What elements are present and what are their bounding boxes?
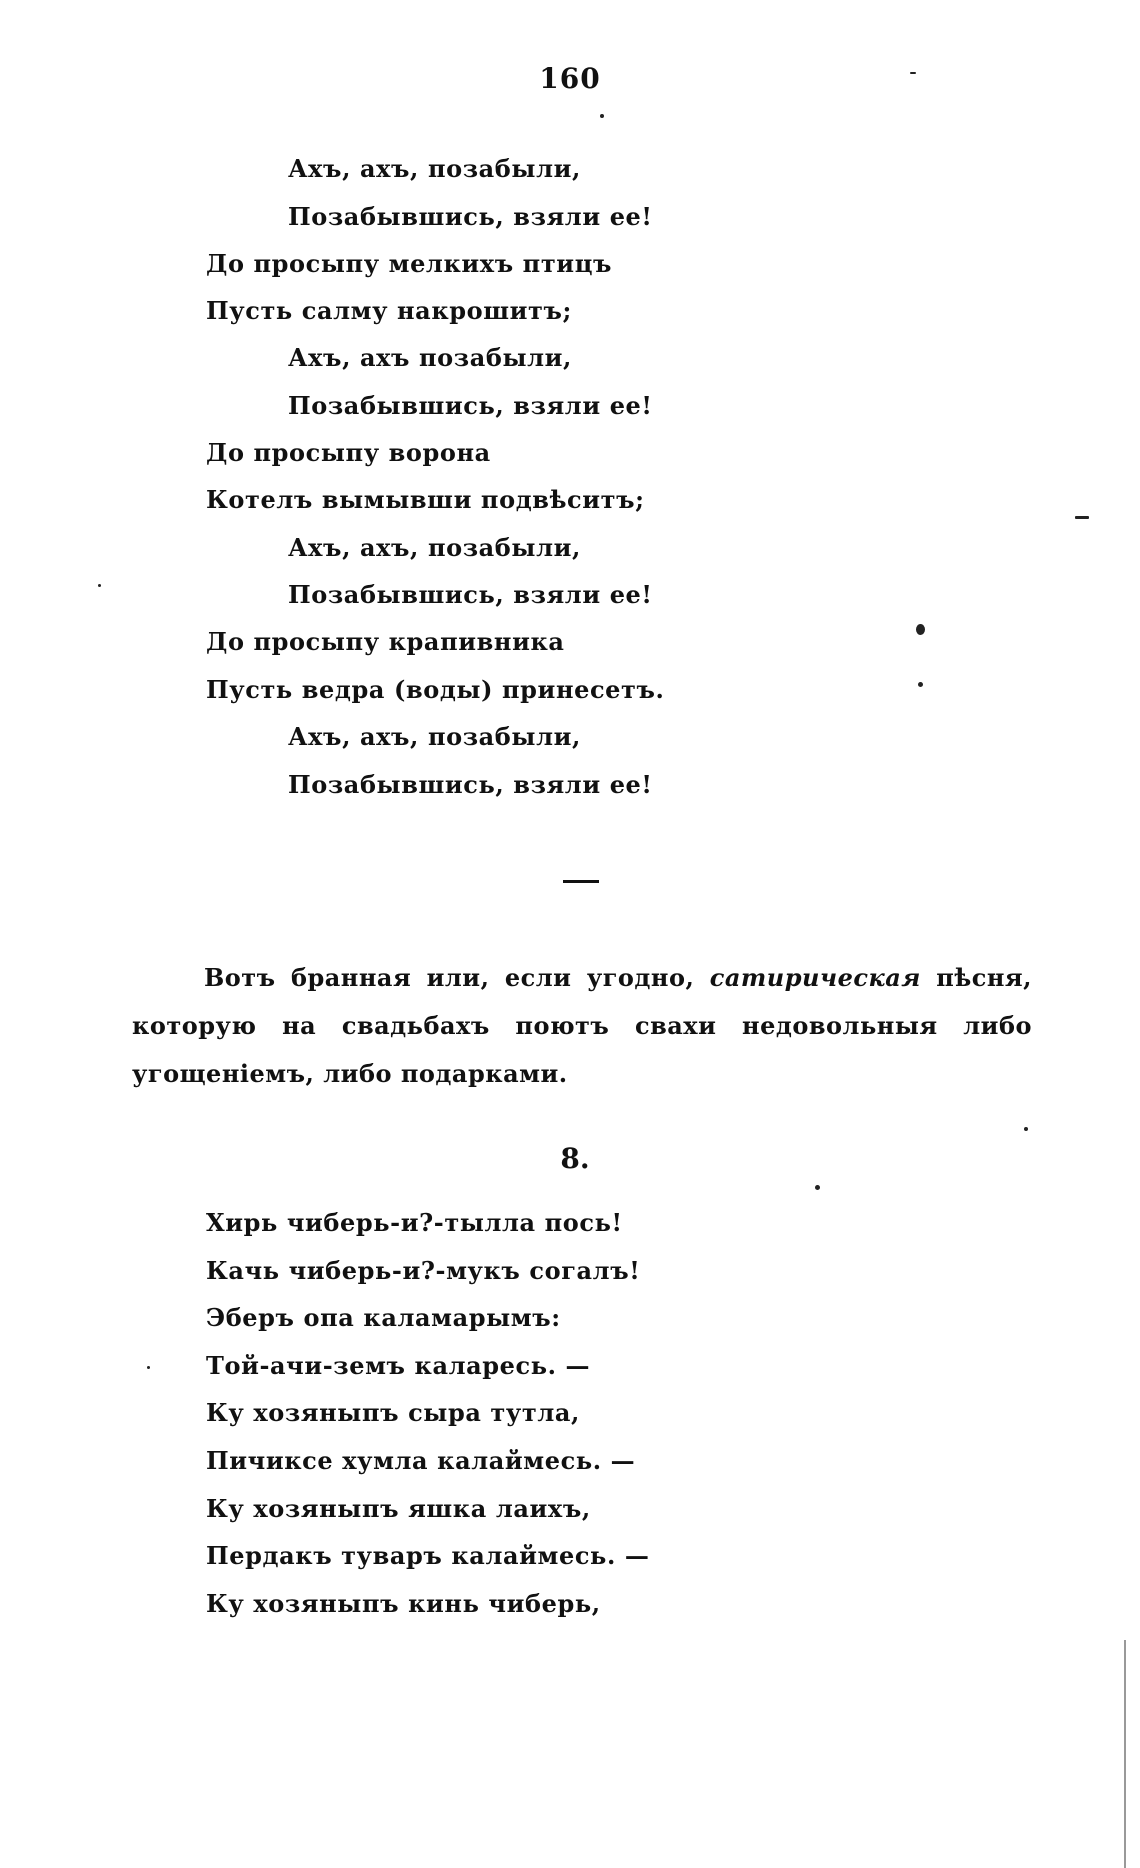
prose-italic-word: сатирическая: [709, 963, 921, 992]
prose-paragraph: [132, 954, 1032, 1098]
verse-line: Позабывшись, взяли ее!: [288, 580, 653, 609]
scan-speck: [916, 624, 925, 635]
prose-text-end: пѣсня, которую на свадьбахъ поютъ свахи недовольныя либо угощенiемъ, либо подарками.: [132, 963, 1033, 1088]
verse-line: Качь чиберь-и?-мукъ согалъ!: [206, 1256, 641, 1285]
verse-line: Ку хозяныпъ кинь чиберь,: [206, 1589, 601, 1618]
prose-text-start: Вотъ бранная или, если угодно,: [204, 963, 695, 992]
verse-line: Пусть ведра (воды) принесетъ.: [206, 675, 665, 704]
scan-speck: [1075, 516, 1089, 519]
verse-line: Позабывшись, взяли ее!: [288, 770, 653, 799]
verse-line: Пичиксе хумла калаймесь. —: [206, 1446, 636, 1475]
verse-line: Пусть салму накрошитъ;: [206, 296, 572, 325]
scan-speck: [600, 114, 604, 118]
verse-line: Пердакъ туваръ калаймесь. —: [206, 1541, 650, 1570]
verse-line: До просыпу мелкихъ птицъ: [206, 249, 613, 278]
verse-line: Ахъ, ахъ позабыли,: [288, 343, 572, 372]
verse-line: Ахъ, ахъ, позабыли,: [288, 154, 581, 183]
verse-line: Котелъ вымывши подвѣситъ;: [206, 485, 645, 514]
verse-line: Хирь чиберь-и?-тылла пось!: [206, 1208, 623, 1237]
verse-line: Эберъ опа каламарымъ:: [206, 1303, 561, 1332]
verse-line: До просыпу ворона: [206, 438, 491, 467]
song-number: 8.: [560, 1142, 590, 1175]
scan-speck: [815, 1185, 820, 1190]
verse-line: Ахъ, ахъ, позабыли,: [288, 722, 581, 751]
separator-rule: [563, 880, 599, 883]
scan-speck: [910, 72, 916, 74]
verse-line: Ку хозяныпъ яшка лаихъ,: [206, 1494, 591, 1523]
verse-line: Ку хозяныпъ сыра тутла,: [206, 1398, 580, 1427]
page-number: 160: [539, 62, 601, 95]
scan-speck: [918, 682, 923, 687]
verse-line: Позабывшись, взяли ее!: [288, 202, 653, 231]
scan-edge-line: [1124, 1640, 1126, 1868]
scan-speck: [98, 584, 101, 587]
verse-line: Позабывшись, взяли ее!: [288, 391, 653, 420]
verse-line: До просыпу крапивника: [206, 627, 565, 656]
scan-speck: [1024, 1127, 1028, 1131]
verse-line: Той-ачи-земъ каларесь. —: [206, 1351, 591, 1380]
scan-speck: [147, 1366, 150, 1369]
verse-line: Ахъ, ахъ, позабыли,: [288, 533, 581, 562]
